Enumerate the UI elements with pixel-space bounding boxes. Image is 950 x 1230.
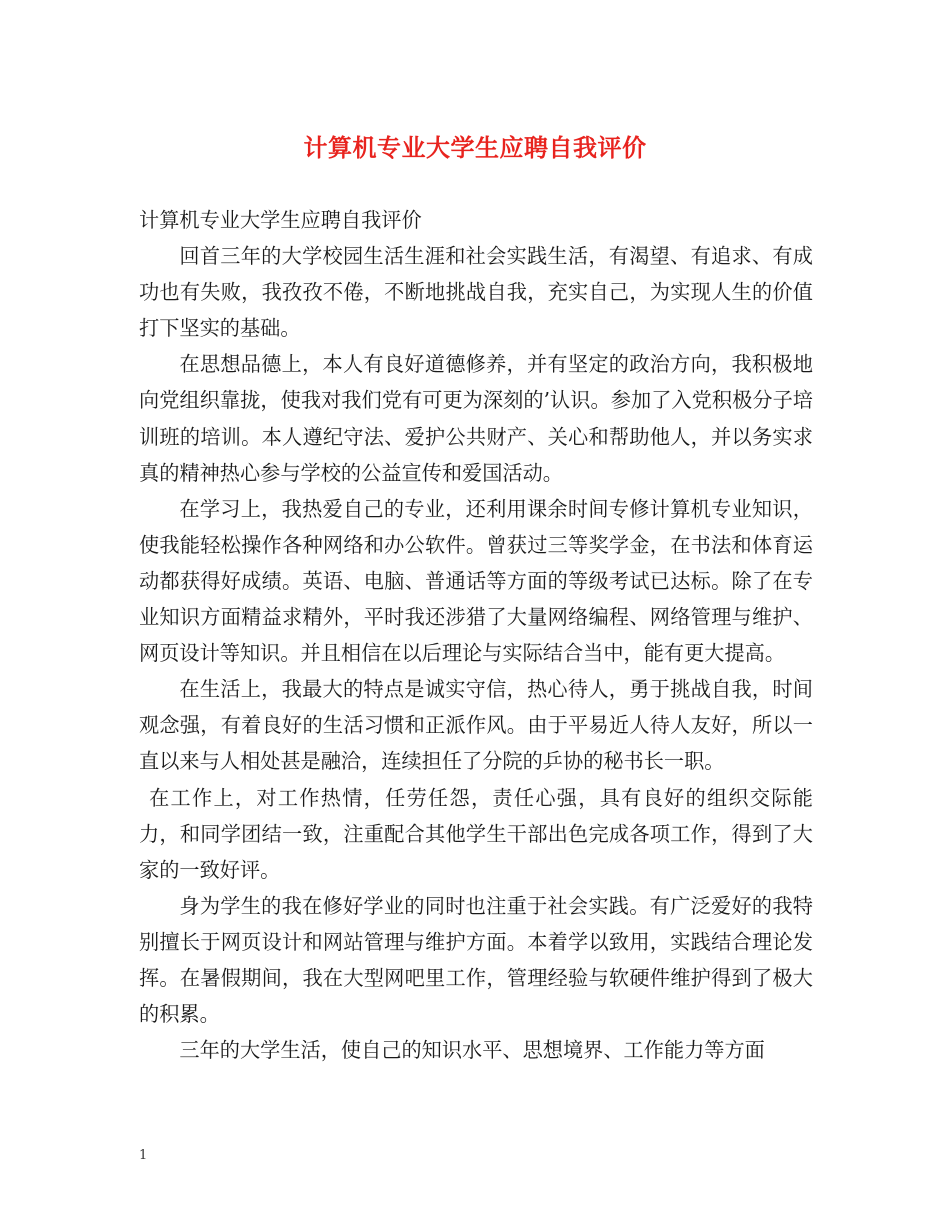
paragraph-study: 在学习上，我热爱自己的专业，还利用课余时间专修计算机专业知识，使我能轻松操作各种网络和办公软件。曾获过三等奖学金，在书法和体育运动都获得好成绩。英语、电脑、普通话等方面的等级考试已达标。除了在专业知识方面精益求精外，平时我还涉猎了大量网络编程、网络管理与维护、网页设计等知识。并且相信在以后理论与实际结合当中，能有更大提高。 <box>139 496 813 666</box>
page-number: 1 <box>139 1148 148 1163</box>
document-title: 计算机专业大学生应聘自我评价 <box>303 133 647 162</box>
paragraph-ideology: 在思想品德上，本人有良好道德修养，并有坚定的政治方向，我积极地向党组织靠拢，使我对我们党有可更为深刻的’认识。参加了入党积极分子培训班的培训。本人遵纪守法、爱护公共财产、关心和帮助他人，并以务实求真的精神热心参与学校的公益宣传和爱国活动。 <box>139 352 813 485</box>
paragraph-life: 在生活上，我最大的特点是诚实守信，热心待人，勇于挑战自我，时间观念强，有着良好的生活习惯和正派作风。由于平易近人待人友好，所以一直以来与人相处甚是融洽，连续担任了分院的乒协的秘书长一职。 <box>139 677 813 774</box>
document-subtitle: 计算机专业大学生应聘自我评价 <box>139 208 422 232</box>
paragraph-practice: 身为学生的我在修好学业的同时也注重于社会实践。有广泛爱好的我特别擅长于网页设计和网站管理与维护方面。本着学以致用，实践结合理论发挥。在暑假期间，我在大型网吧里工作，管理经验与软硬件维护得到了极大的积累。 <box>139 893 813 1027</box>
paragraph-summary: 三年的大学生活，使自己的知识水平、思想境界、工作能力等方面 <box>179 1038 765 1063</box>
paragraph-work: 在工作上，对工作热情，任劳任怨，责任心强，具有良好的组织交际能力，和同学团结一致，注重配合其他学生干部出色完成各项工作，得到了大家的一致好评。 <box>139 785 813 882</box>
document-body <box>139 202 813 1068</box>
paragraph-intro: 回首三年的大学校园生活生涯和社会实践生活，有渴望、有追求、有成功也有失败，我孜孜不倦，不断地挑战自我，充实自己，为实现人生的价值打下坚实的基础。 <box>139 244 813 341</box>
